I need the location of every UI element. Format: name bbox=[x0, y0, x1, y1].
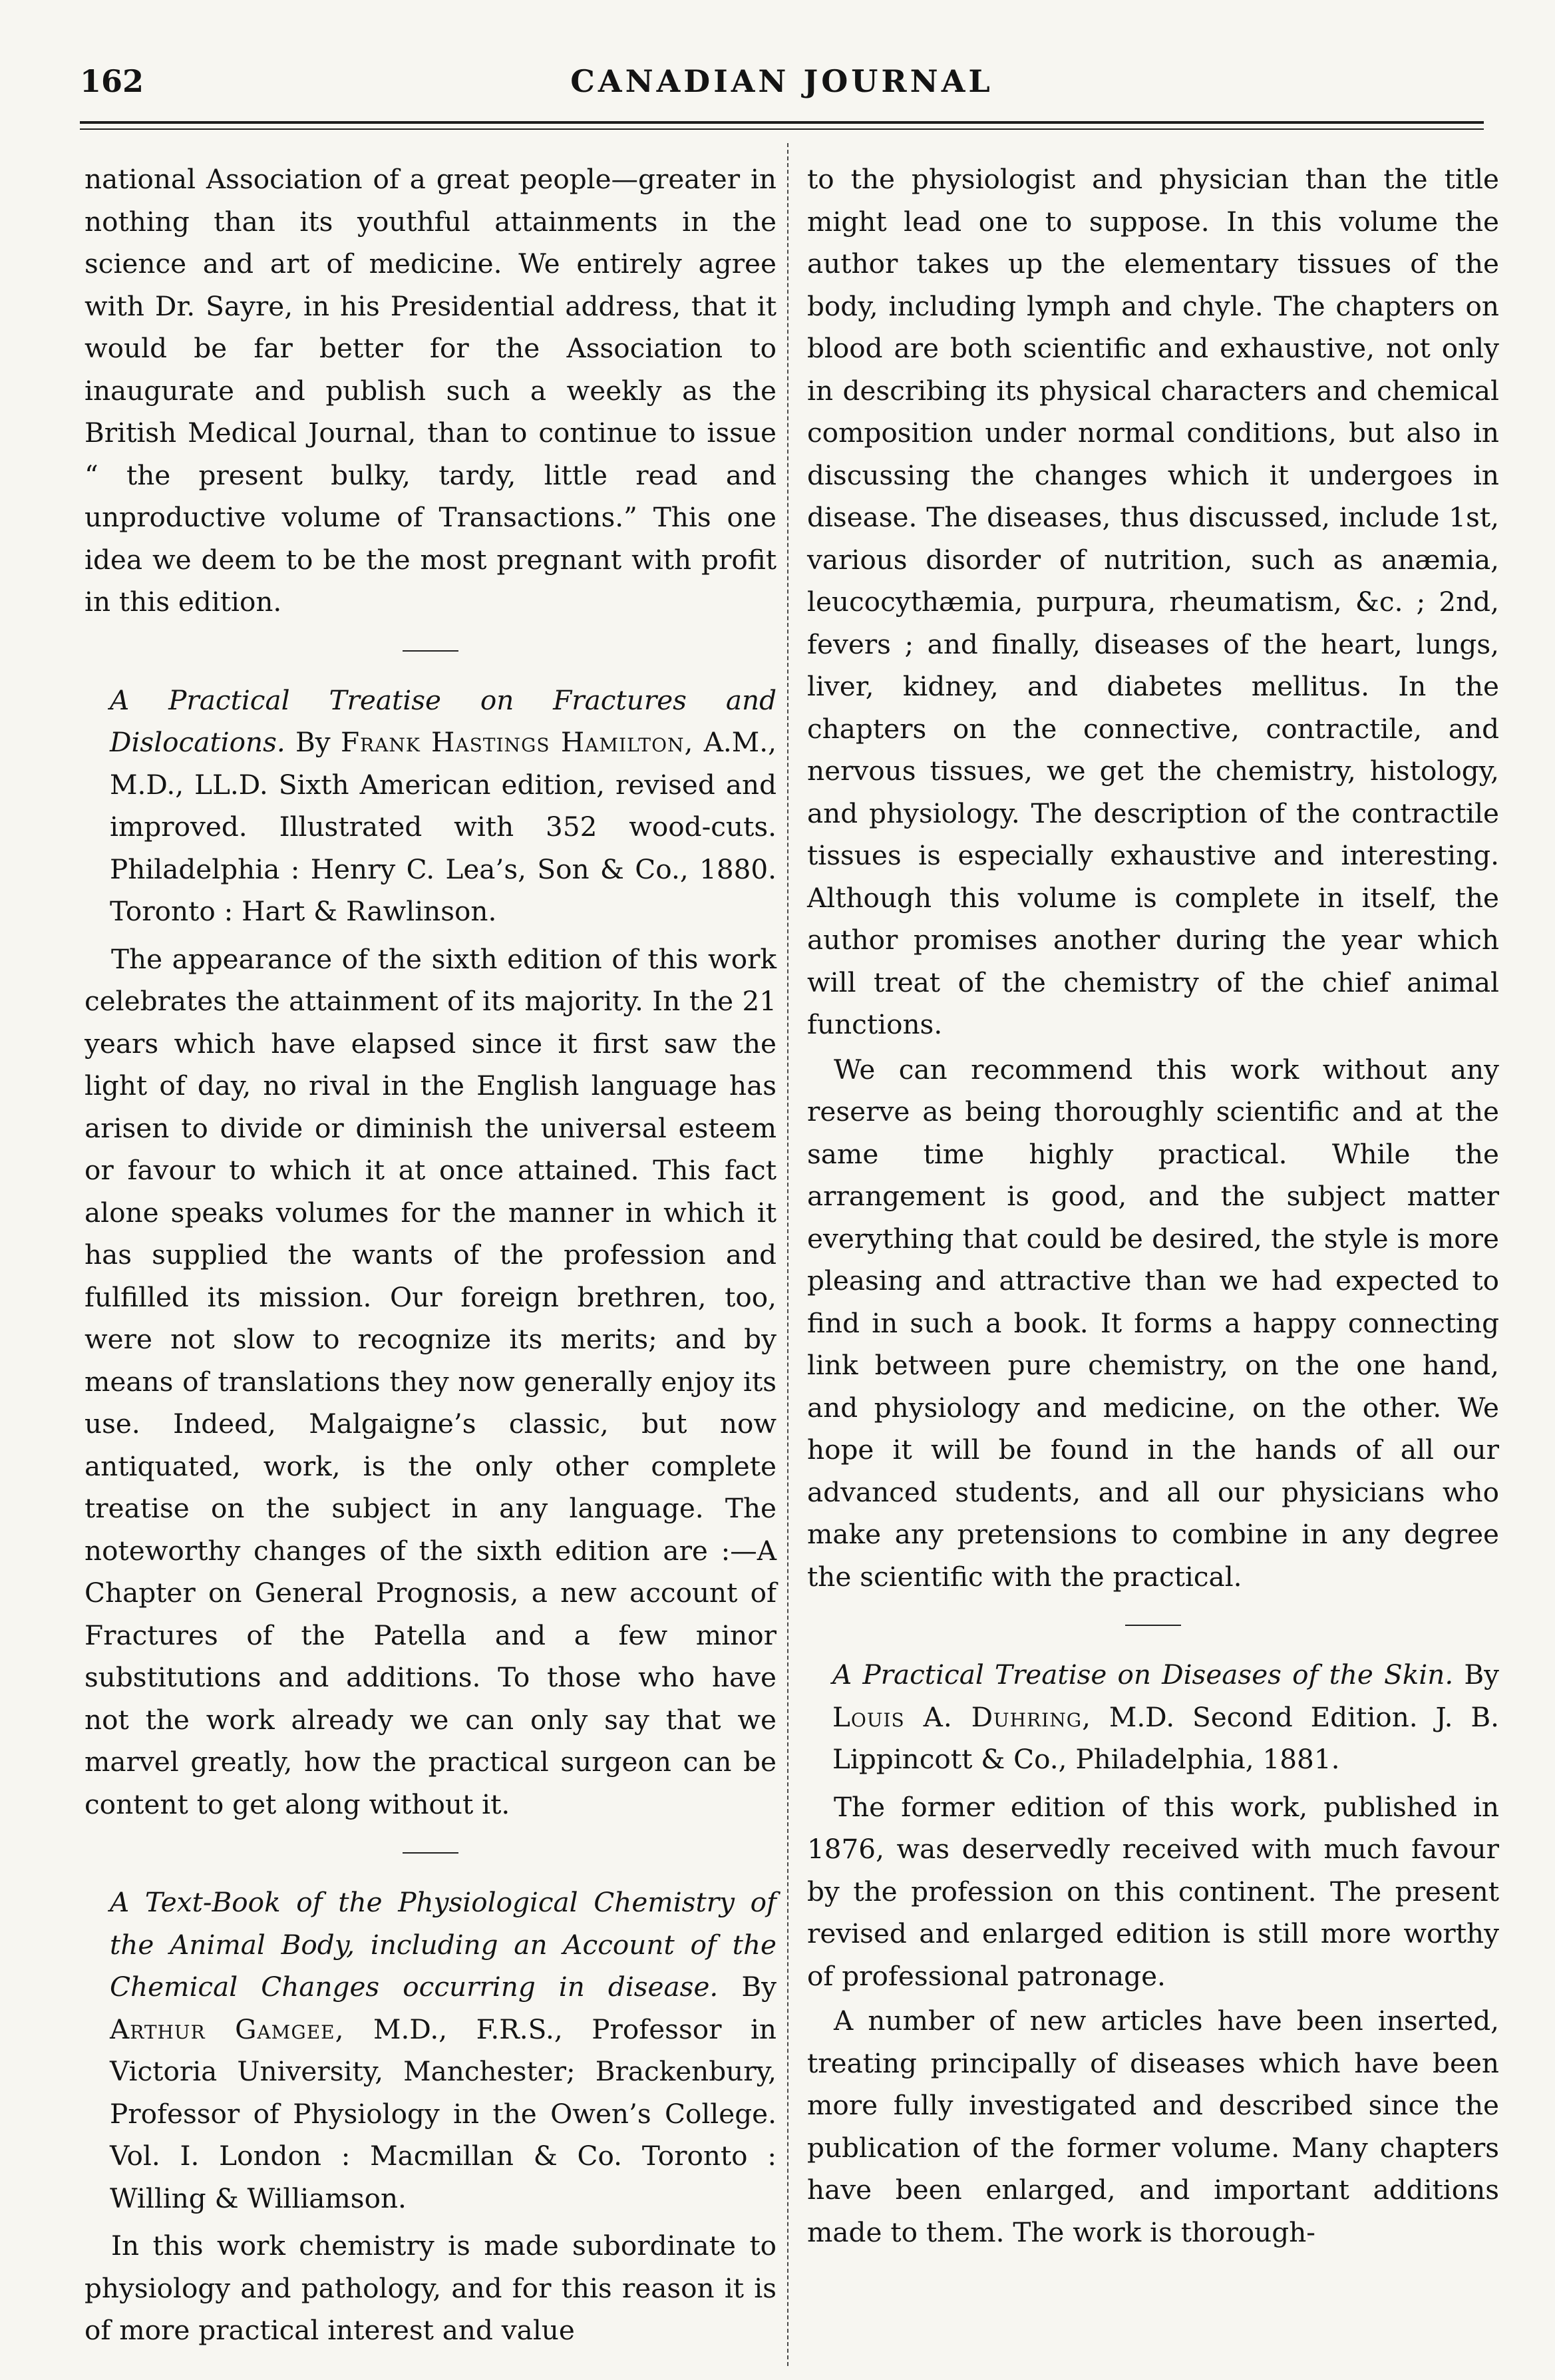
right-column bbox=[807, 158, 1499, 2254]
book-author: Louis A. Duhring, bbox=[832, 1700, 1091, 1733]
paragraph: In this work chemistry is made subordinate to physiology and pathology, and for this reason it is of more practical interest and value bbox=[85, 2230, 777, 2346]
citation-by: By bbox=[741, 1971, 777, 2003]
book-title: A Practical Treatise on Fractures and Dislocations. bbox=[110, 684, 777, 758]
book-title: A Text-Book of the Physiological Chemistry of the Animal Body, including an Account of the Chemical Changes occurring in disease. bbox=[110, 1886, 777, 2003]
paragraph: national Association of a great people—greater in nothing than its youthful attainments in the science and art of medicine. We entirely agree with Dr. Sayre, in his Presidential address, that it would be far better for the Association to inaugurate and publish such a weekly as the British Medical Journal, than to continue to issue “ the present bulky, tardy, little read and unproductive volume of Transactions.” This one idea we deem to be the most pregnant with profit in this edition. bbox=[85, 163, 777, 618]
section-separator bbox=[1125, 1625, 1181, 1626]
citation-by: By bbox=[1464, 1659, 1500, 1690]
section-separator bbox=[403, 650, 458, 652]
paragraph: to the physiologist and physician than the title might lead one to suppose. In this volume the author takes up the elementary tissues of the body, including lymph and chyle. The chapters on blood are both scientific and exhaustive, not only in describing its physical characters and chemical composition under normal conditions, but also in discussing the changes which it undergoes in disease. The diseases, thus discussed, include 1st, various disorder of nutrition, such as anæmia, leucocythæmia, purpura, rheumatism, &c. ; 2nd, fevers ; and finally, diseases of the heart, lungs, liver, kidney, and diabetes mellitus. In the chapters on the connective, contractile, and nervous tissues, we get the chemistry, histology, and physiology. The description of the contractile tissues is especially exhaustive and interesting. Although this volume is complete in itself, the author promises another during the year which will treat of the chemistry of the chief animal functions. bbox=[807, 163, 1499, 1040]
page-number: 162 bbox=[80, 63, 144, 99]
running-title: CANADIAN JOURNAL bbox=[570, 63, 993, 99]
paragraph: We can recommend this work without any reserve as being thoroughly scientific and at the same time highly practical. While the arrangement is good, and the subject matter everything that could be desired, the style is more pleasing and attractive than we had expected to find in such a book. It forms a happy connecting link between pure chemistry, on the one hand, and physiology and medicine, on the other. We hope it will be found in the hands of all our advanced students, and all our physicians who make any pretensions to combine in any degree the scientific with the practical. bbox=[807, 1053, 1499, 1593]
book-author: Frank Hastings Hamilton, bbox=[340, 726, 694, 758]
column-divider bbox=[787, 143, 788, 2366]
book-author: Arthur Gamgee, bbox=[110, 2013, 345, 2045]
review-citation-skin-diseases bbox=[807, 1654, 1499, 1781]
paragraph: The former edition of this work, published in 1876, was deservedly received with much favour by the profession on this continent. The present revised and enlarged edition is still more worthy of professional patronage. bbox=[807, 1790, 1499, 1992]
page-header bbox=[80, 63, 1484, 116]
paragraph: A number of new articles have been inserted, treating principally of diseases which have been more fully investigated and described since the publication of the former volume. Many chapters have been enlarged, and important additions made to them. The work is thorough- bbox=[807, 2005, 1499, 2248]
left-column bbox=[85, 158, 777, 2352]
header-rule-thin bbox=[80, 128, 1484, 130]
citation-details: M.D., F.R.S., Professor in Victoria University, Manchester; Brackenbury, Professor of Physiology in the Owen’s College. Vol. I. London : Macmillan & Co. Toronto : Willing & Williamson. bbox=[110, 2013, 777, 2214]
citation-details: M.D. Second Edition. J. B. Lippincott & Co., Philadelphia, 1881. bbox=[832, 1700, 1500, 1775]
section-separator bbox=[403, 1852, 458, 1854]
citation-details: A.M., M.D., LL.D. Sixth American edition, revised and improved. Illustrated with 352 wood-cuts. Philadelphia : Henry C. Lea’s, Son & Co., 1880. Toronto : Hart & Rawlinson. bbox=[110, 726, 777, 927]
review-citation-physiological-chemistry bbox=[85, 1882, 777, 2220]
review-citation-fractures bbox=[85, 680, 777, 933]
book-title: A Practical Treatise on Diseases of the Skin. bbox=[832, 1659, 1454, 1690]
paragraph: The appearance of the sixth edition of this work celebrates the attainment of its majority. In the 21 years which have elapsed since it first saw the light of day, no rival in the English language has arisen to divide or diminish the universal esteem or favour to which it at once attained. This fact alone speaks volumes for the manner in which it has supplied the wants of the profession and fulfilled its mission. Our foreign brethren, too, were not slow to recognize its merits; and by means of translations they now generally enjoy its use. Indeed, Malgaigne’s classic, but now antiquated, work, is the only other complete treatise on the subject in any language. The noteworthy changes of the sixth edition are :—A Chapter on General Prognosis, a new account of Fractures of the Patella and a few minor substitutions and additions. To those who have not the work already we can only say that we marvel greatly, how the practical surgeon can be content to get along without it. bbox=[85, 942, 777, 1820]
header-rule-thick bbox=[80, 121, 1484, 124]
citation-by: By bbox=[295, 726, 331, 758]
